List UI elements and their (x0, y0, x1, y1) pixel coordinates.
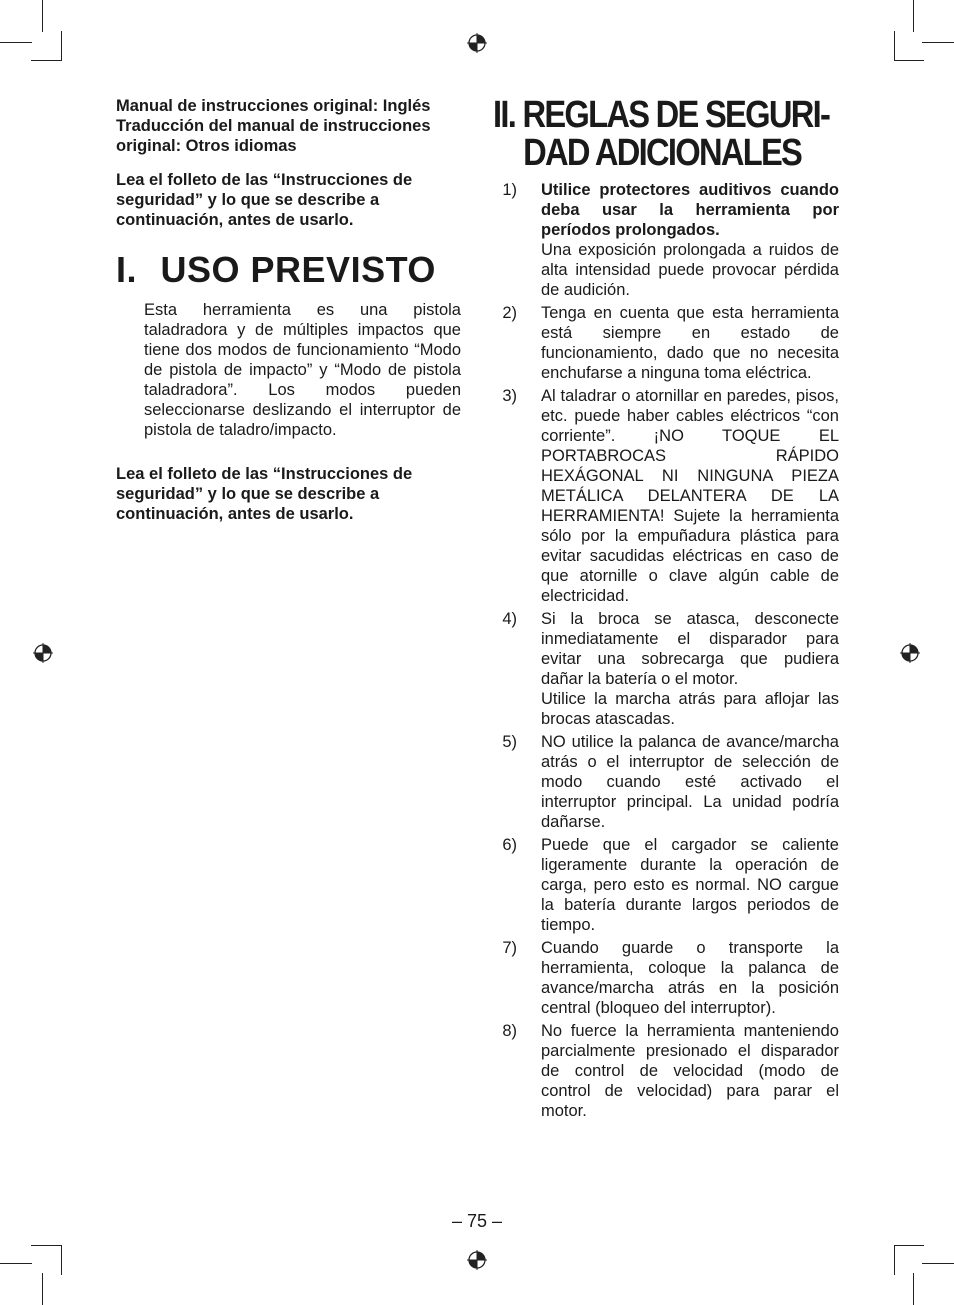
registration-mark-icon (467, 1250, 487, 1270)
registration-mark-icon (33, 643, 53, 663)
item-number: 7) (502, 939, 517, 957)
item-text: Utilice la marcha atrás para aflojar las brocas atascadas. (541, 690, 839, 728)
list-item (493, 732, 839, 832)
crop-mark (0, 1263, 32, 1264)
item-bold-text: Utilice protectores auditivos cuando deba usar la herramienta por períodos prolongados. (541, 181, 839, 239)
item-text: Una exposición prolongada a ruidos de alta intensidad puede provocar pérdida de audición. (541, 241, 839, 299)
translation-notice (116, 96, 461, 156)
item-number: 4) (502, 610, 517, 628)
left-column (116, 96, 461, 524)
crop-mark (894, 1245, 924, 1246)
list-item (493, 303, 839, 383)
item-text: Al taladrar o atornillar en paredes, pisos, etc. puede haber cables eléctricos “con corriente”. ¡NO TOQUE EL PORTABROCAS RÁPIDO HEXÁGONAL NI NINGUNA PIEZA METÁLICA DELANTERA DE LA HERRAMIENTA! Sujete la herramienta sólo por la empuñadura plástica para evitar sacudidas eléctricas en caso de que atornille o clave algún cable de electricidad. (541, 387, 839, 605)
crop-mark (894, 60, 924, 61)
item-number: 5) (502, 733, 517, 751)
item-number: 6) (502, 836, 517, 854)
crop-mark (31, 60, 61, 61)
crop-mark (61, 1245, 62, 1275)
crop-mark (61, 31, 62, 61)
item-text: Si la broca se atasca, desconecte inmediatamente el disparador para evitar una sobrecarga que pudiera dañar la batería o el motor. (541, 610, 839, 688)
crop-mark (922, 42, 954, 43)
page-number: – 75 – (451, 1211, 503, 1231)
list-item (493, 1021, 839, 1121)
crop-mark (913, 1273, 914, 1305)
list-item (493, 386, 839, 606)
section-title-line: II. REGLAS DE SEGURI- (493, 94, 830, 136)
list-item (493, 835, 839, 935)
crop-mark (42, 1273, 43, 1305)
read-safety-note: Lea el folleto de las “Instrucciones de seguridad” y lo que se describe a continuación, antes de usarlo. (116, 171, 413, 229)
crop-mark (894, 31, 895, 61)
item-text: No fuerce la herramienta manteniendo parcialmente presionado el disparador de control de velocidad (modo de control de velocidad) para parar el motor. (541, 1022, 839, 1120)
section-number: I. (116, 249, 138, 290)
list-item (493, 609, 839, 729)
item-number: 1) (502, 181, 517, 199)
section-heading (493, 94, 830, 174)
item-text: Tenga en cuenta que esta herramienta está siempre en estado de funcionamiento, dado que no necesita enchufarse a ninguna toma eléctrica. (541, 304, 839, 382)
item-text: Cuando guarde o transporte la herramienta, coloque la palanca de avance/marcha atrás en la posición central (bloqueo del interruptor). (541, 939, 839, 1017)
intended-use-text: Esta herramienta es una pistola taladradora y de múltiples impactos que tiene dos modos de funcionamiento “Modo de pistola de impacto” y “Modo de pistola taladradora”. Los modos pueden seleccionarse deslizando el interruptor de pistola de taladro/impacto. (144, 301, 461, 439)
section-title-line: DAD ADICIONALES (523, 132, 802, 174)
item-text: NO utilice la palanca de avance/marcha atrás o el interruptor de selección de modo cuando esté activado el interruptor principal. La unidad podría dañarse. (541, 733, 839, 831)
read-safety-note: Lea el folleto de las “Instrucciones de seguridad” y lo que se describe a continuación, antes de usarlo. (116, 465, 413, 523)
crop-mark (42, 0, 43, 32)
item-number: 3) (502, 387, 517, 405)
registration-mark-icon (467, 33, 487, 53)
right-column (493, 96, 839, 1124)
original-manual-note: Manual de instrucciones original: Inglés (116, 97, 431, 115)
list-item (493, 938, 839, 1018)
section-title: USO PREVISTO (160, 249, 436, 290)
translation-note: Traducción del manual de instrucciones original: Otros idiomas (116, 117, 431, 155)
item-text: Puede que el cargador se caliente ligeramente durante la operación de carga, pero esto es normal. NO cargue la batería durante largos periodos de tiempo. (541, 836, 839, 934)
item-number: 8) (502, 1022, 517, 1040)
registration-mark-icon (900, 643, 920, 663)
crop-mark (0, 42, 32, 43)
crop-mark (913, 0, 914, 32)
crop-mark (31, 1245, 61, 1246)
crop-mark (922, 1263, 954, 1264)
safety-rules-list (493, 180, 839, 1121)
list-item (493, 180, 839, 300)
section-heading (116, 250, 461, 290)
item-number: 2) (502, 304, 517, 322)
crop-mark (894, 1245, 895, 1275)
